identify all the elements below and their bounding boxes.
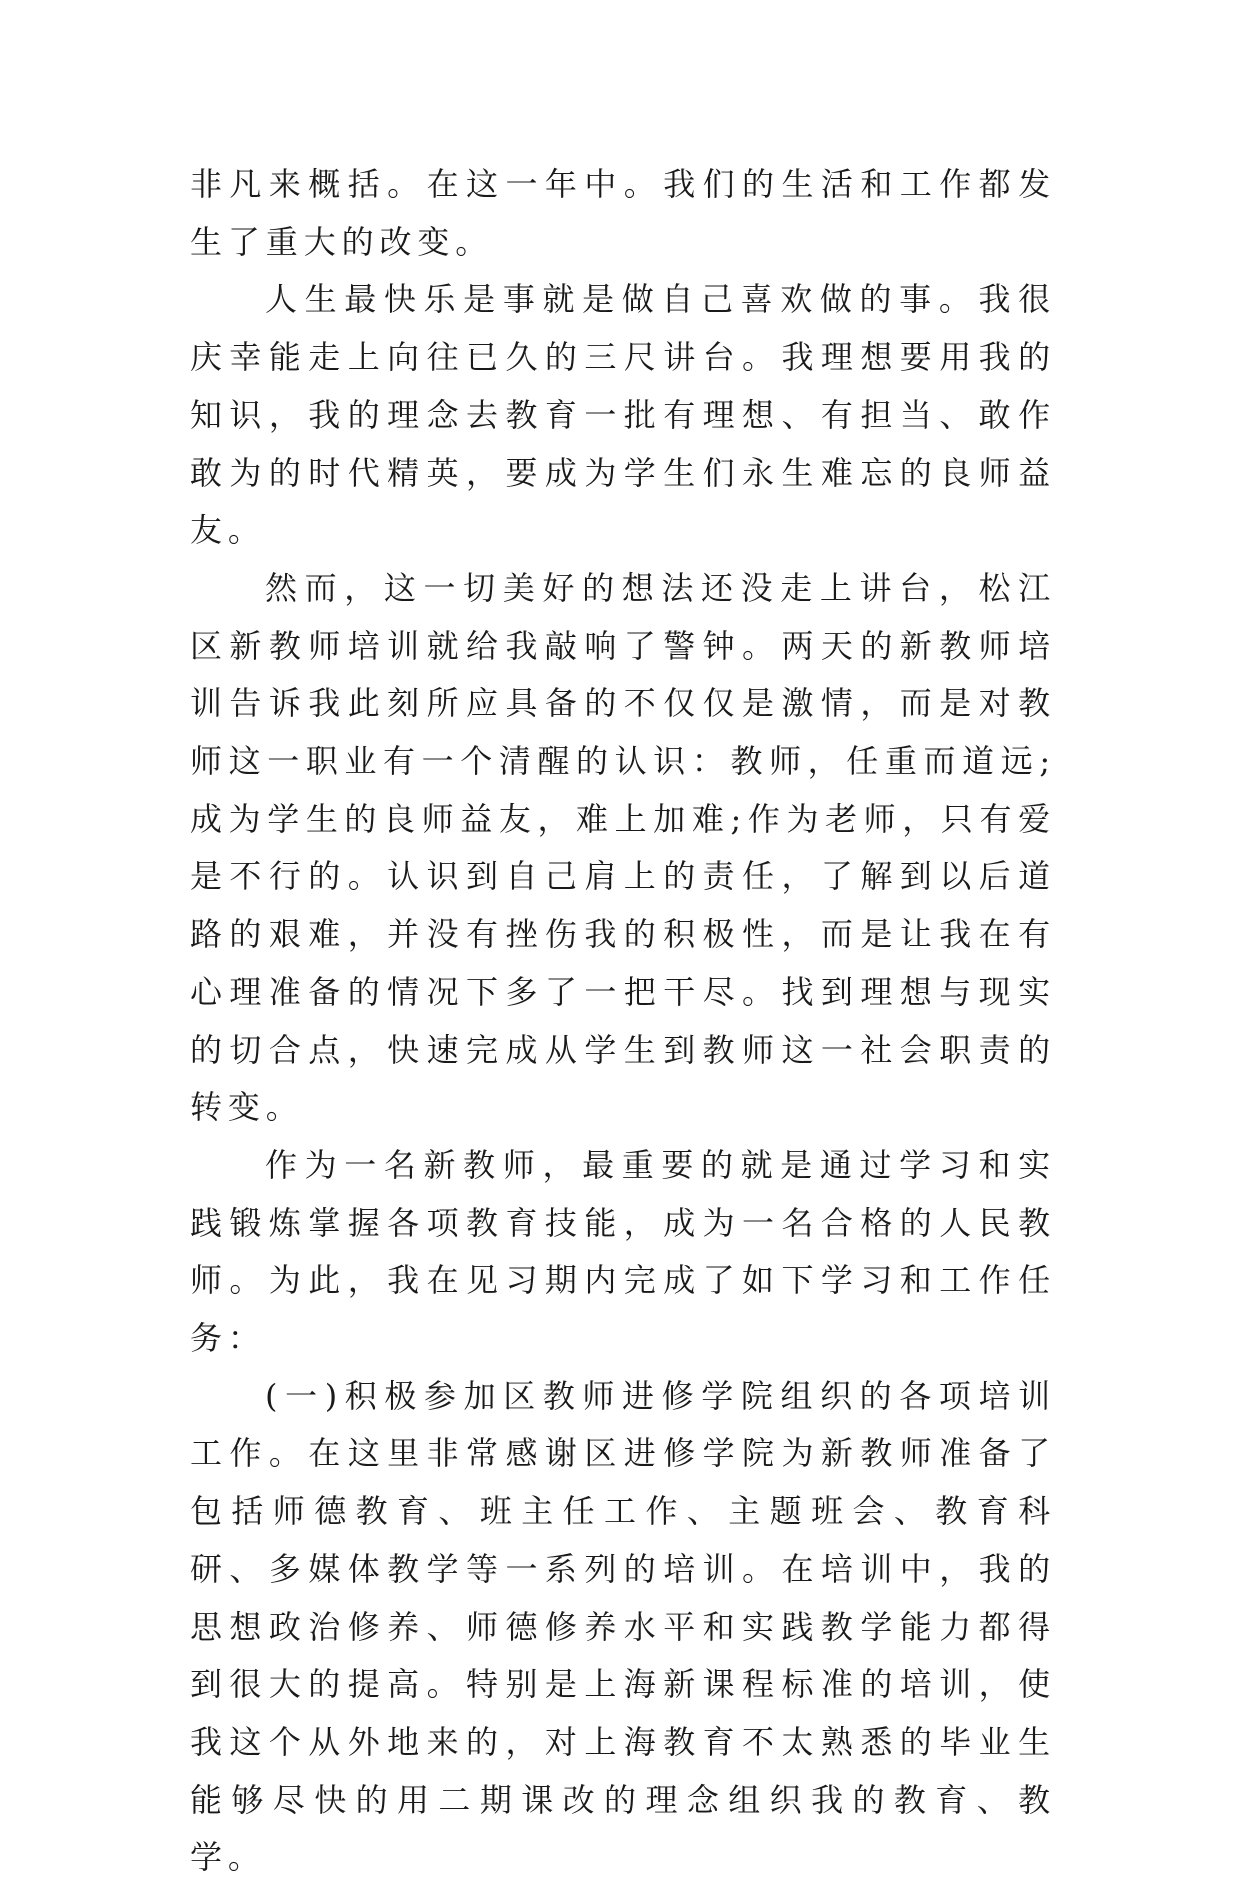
paragraph-5: (一)积极参加区教师进修学院组织的各项培训工作。在这里非常感谢区进修学院为新教师准备了包括师德教育、班主任工作、主题班会、教育科研、多媒体教学等一系列的培训。在培训中，我的思想政治修养、师德修养水平和实践教学能力都得到很大的提高。特别是上海新课程标准的培训，使我这个从外地来的，对上海教育不太熟悉的毕业生能够尽快的用二期课改的理念组织我的教育、教学。 bbox=[190, 1376, 1056, 1877]
paragraph-1: 非凡来概括。在这一年中。我们的生活和工作都发生了重大的改变。 bbox=[190, 165, 1056, 261]
paragraph-3: 然而，这一切美好的想法还没走上讲台，松江区新教师培训就给我敲响了警钟。两天的新教师培训告诉我此刻所应具备的不仅仅是激情，而是对教师这一职业有一个清醒的认识：教师，任重而道远;成为学生的良师益友，难上加难;作为老师，只有爱是不行的。认识到自己肩上的责任，了解到以后道路的艰难，并没有挫伤我的积极性，而是让我在有心理准备的情况下多了一把干尽。找到理想与现实的切合点，快速完成从学生到教师这一社会职责的转变。 bbox=[190, 568, 1056, 1127]
paragraph-2: 人生最快乐是事就是做自己喜欢做的事。我很庆幸能走上向往已久的三尺讲台。我理想要用我的知识，我的理念去教育一批有理想、有担当、敢作敢为的时代精英，要成为学生们永生难忘的良师益友。 bbox=[190, 280, 1056, 550]
paragraph-4: 作为一名新教师，最重要的就是通过学习和实践锻炼掌握各项教育技能，成为一名合格的人民教师。为此，我在见习期内完成了如下学习和工作任务： bbox=[190, 1145, 1056, 1358]
body-text bbox=[190, 156, 1056, 1887]
